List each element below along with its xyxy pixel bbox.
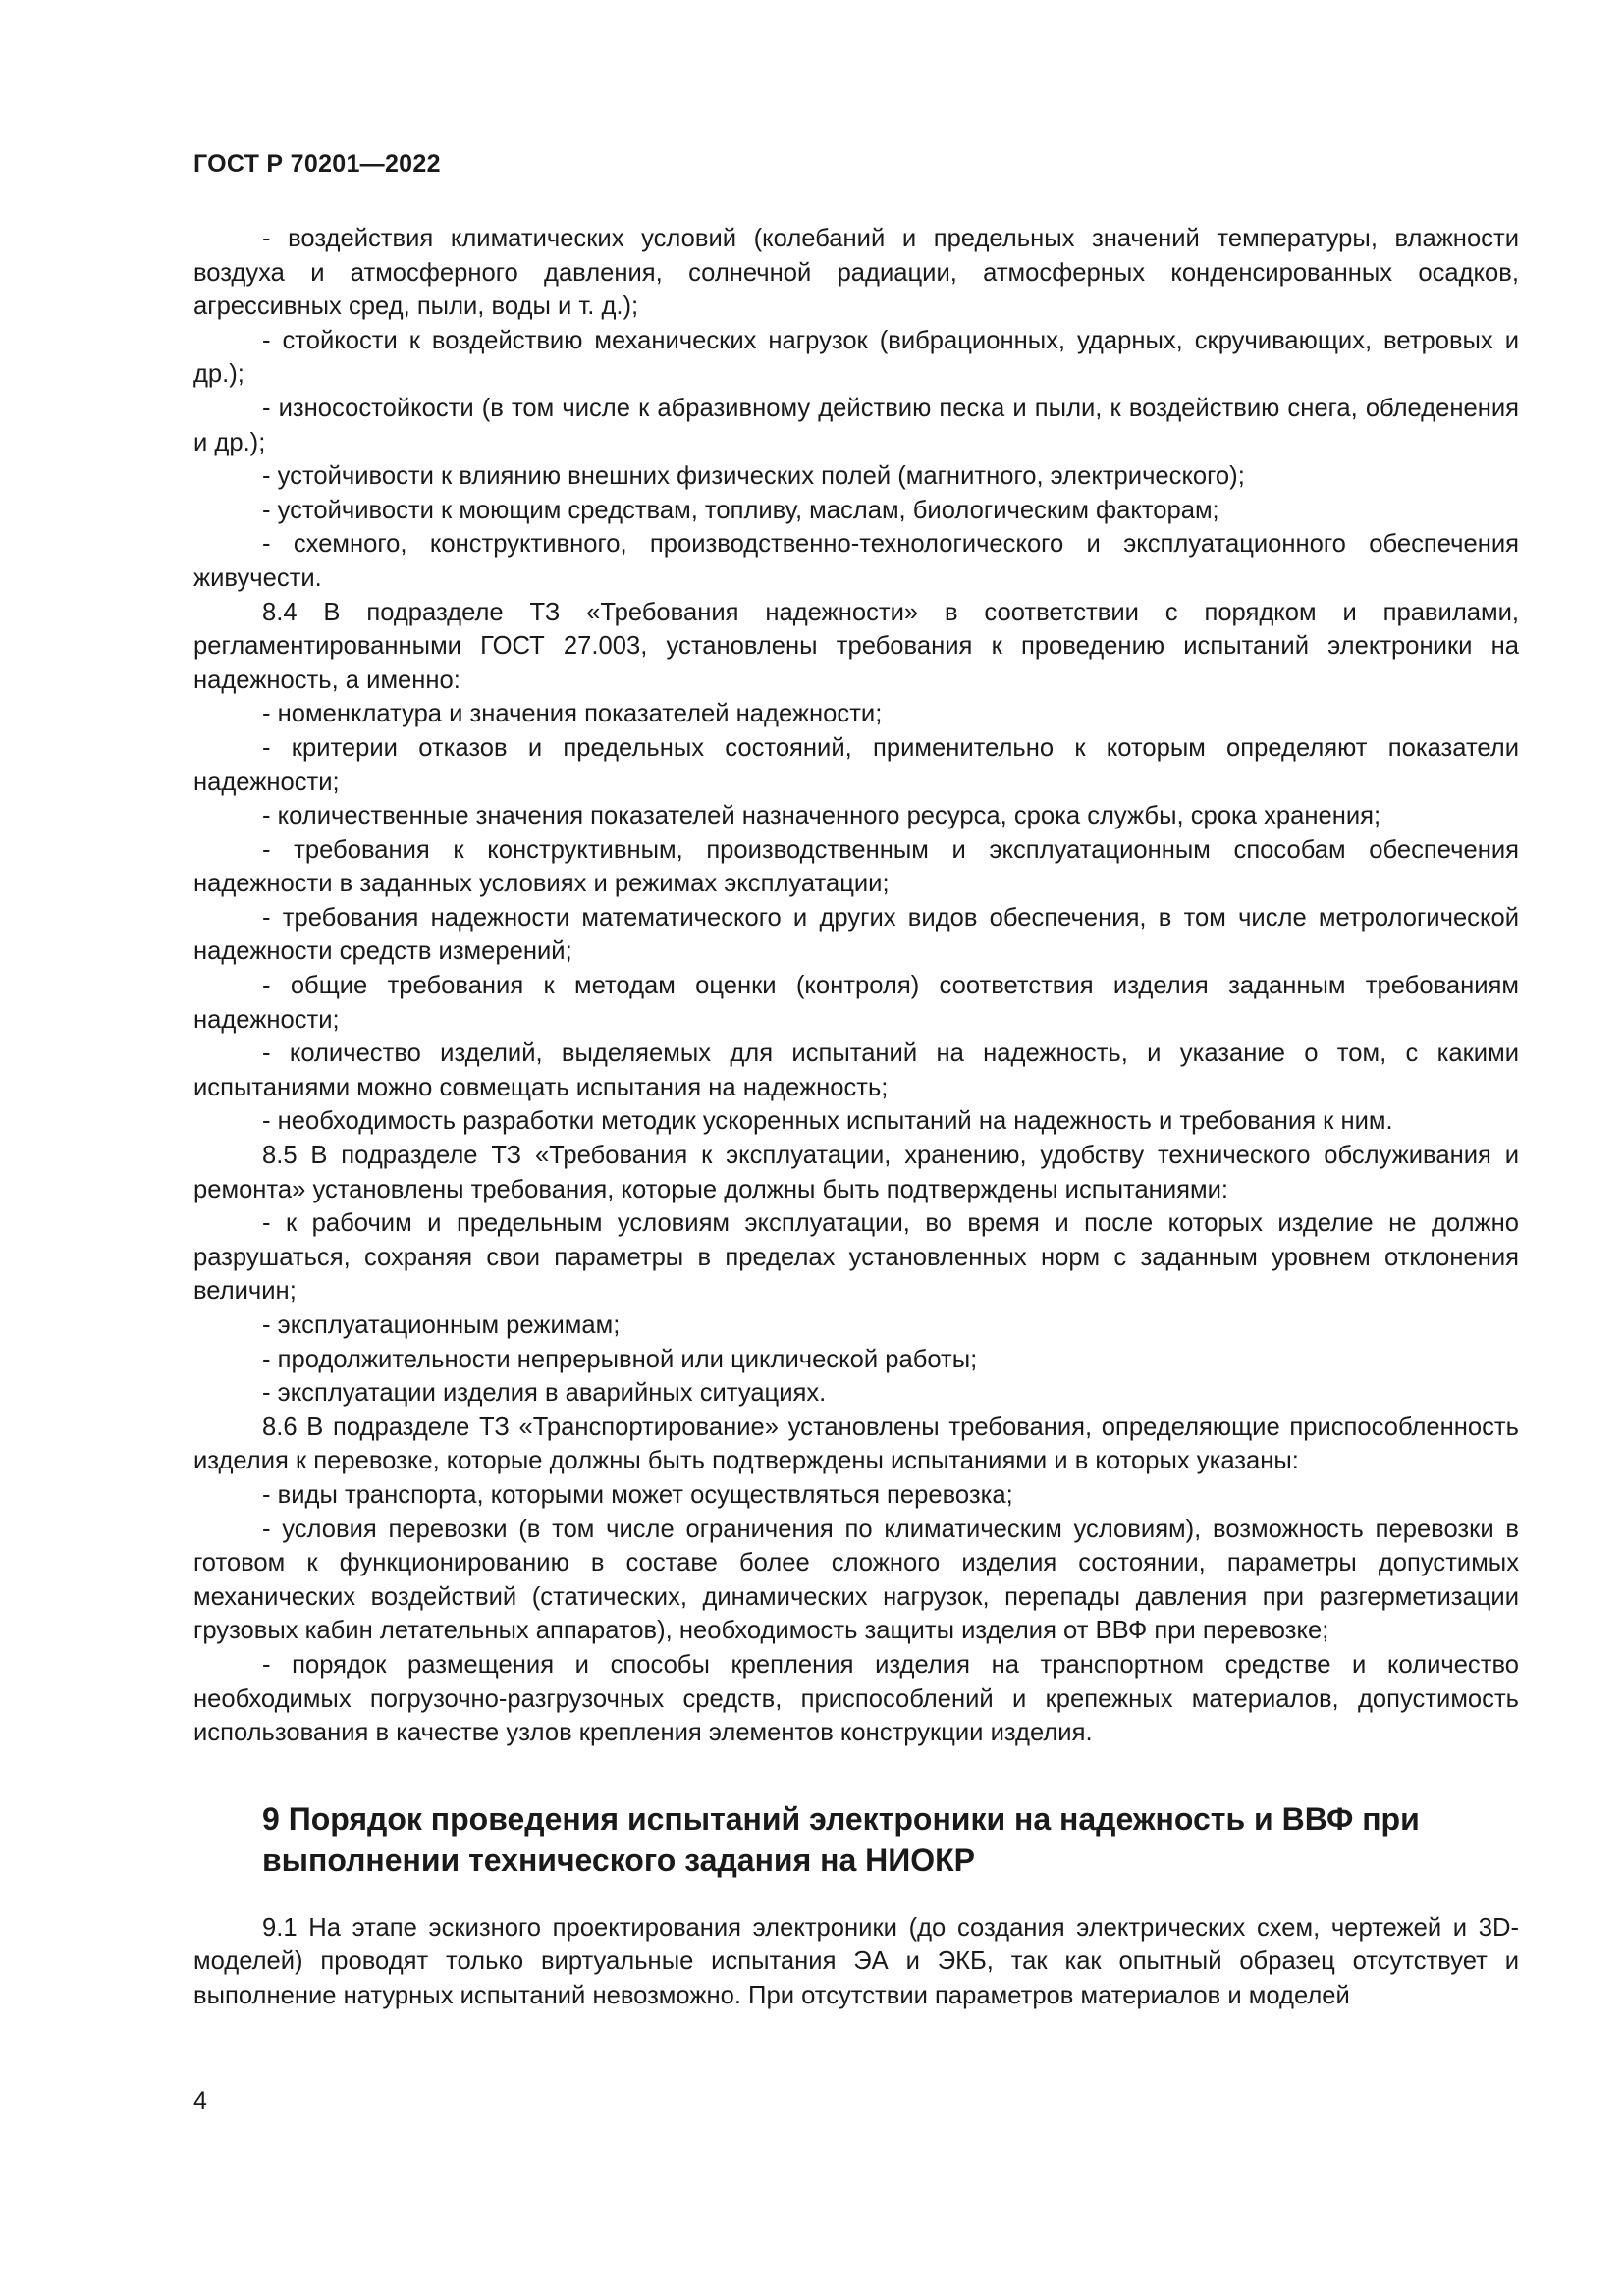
list-item: - схемного, конструктивного, производственно-технологического и эксплуатационного обеспечения живучести. [193,530,1519,592]
document-body [193,222,1519,2013]
list-item: - стойкости к воздействию механических нагрузок (вибрационных, ударных, скручивающих, ветровых и др.); [193,326,1519,389]
section-heading: 9 Порядок проведения испытаний электроники на надежность и ВВФ при выполнении технического задания на НИОКР [262,1800,1420,1878]
list-item: - условия перевозки (в том числе ограничения по климатическим условиям), возможность перевозки в готовом к функционированию в составе более сложного изделия состоянии, параметры допустимых механических воздействий (статических, динамических нагрузок, перепады давления при разгерметизации грузовых кабин летательных аппаратов), необходимость защиты изделия от ВВФ при перевозке; [193,1515,1519,1645]
list-item: - виды транспорта, которыми может осуществляться перевозка; [262,1480,1013,1509]
clause-8-4: 8.4 В подразделе ТЗ «Требования надежности» в соответствии с порядком и правилами, регламентированными ГОСТ 27.003, установлены требования к проведению испытаний электроники на надежность, а именно: [193,598,1519,694]
document-header: ГОСТ Р 70201—2022 [193,150,441,178]
list-item: - требования к конструктивным, производственным и эксплуатационным способам обеспечения надежности в заданных условиях и режимах эксплуатации; [193,835,1519,898]
list-item: - устойчивости к влиянию внешних физических полей (магнитного, электрического); [262,462,1245,491]
list-item: - требования надежности математического и других видов обеспечения, в том числе метрологической надежности средств измерений; [193,903,1519,966]
page-number: 4 [193,2087,207,2114]
list-item: - эксплуатационным режимам; [262,1311,621,1339]
list-item: - износостойкости (в том числе к абразивному действию песка и пыли, к воздействию снега, обледенения и др.); [193,394,1519,456]
list-item: - устойчивости к моющим средствам, топливу, маслам, биологическим факторам; [262,496,1219,524]
clause-8-5: 8.5 В подразделе ТЗ «Требования к эксплуатации, хранению, удобству технического обслуживания и ремонта» установлены требования, которые должны быть подтверждены испытаниями: [193,1142,1519,1203]
list-item: - необходимость разработки методик ускоренных испытаний на надежность и требования к ним. [262,1107,1393,1136]
list-item: - порядок размещения и способы крепления изделия на транспортном средстве и количество необходимых погрузочно-разгрузочных средств, приспособлений и крепежных материалов, допустимость использования в качестве узлов крепления элементов конструкции изделия. [193,1650,1519,1747]
list-item: - к рабочим и предельным условиям эксплуатации, во время и после которых изделие не должно разрушаться, сохраняя свои параметры в пределах установленных норм с заданным уровнем отклонения величин; [193,1209,1519,1306]
list-item: - продолжительности непрерывной или циклической работы; [262,1345,978,1373]
clause-9-1: 9.1 На этапе эскизного проектирования электроники (до создания электрических схем, чертежей и 3D-моделей) проводят только виртуальные испытания ЭА и ЭКБ, так как опытный образец отсутствует и выполнение натурных испытаний невозможно. При отсутствии параметров материалов и моделей [193,1913,1519,2009]
list-item: - количественные значения показателей назначенного ресурса, срока службы, срока хранения; [262,802,1381,830]
list-item: - номенклатура и значения показателей надежности; [262,700,883,728]
list-item: - количество изделий, выделяемых для испытаний на надежность, и указание о том, с какими испытаниями можно совмещать испытания на надежность; [193,1040,1519,1101]
clause-8-6: 8.6 В подразделе ТЗ «Транспортирование» установлены требования, определяющие приспособленность изделия к перевозке, которые должны быть подтверждены испытаниями и в которых указаны: [193,1413,1519,1475]
list-item: - критерии отказов и предельных состояний, применительно к которым определяют показатели надежности; [193,733,1519,796]
list-item: - общие требования к методам оценки (контроля) соответствия изделия заданным требованиям надежности; [193,972,1519,1034]
list-item: - воздействия климатических условий (колебаний и предельных значений температуры, влажности воздуха и атмосферного давления, солнечной радиации, атмосферных конденсированных осадков, агрессивных сред, пыли, воды и т. д.); [193,225,1519,321]
list-item: - эксплуатации изделия в аварийных ситуациях. [262,1379,827,1408]
